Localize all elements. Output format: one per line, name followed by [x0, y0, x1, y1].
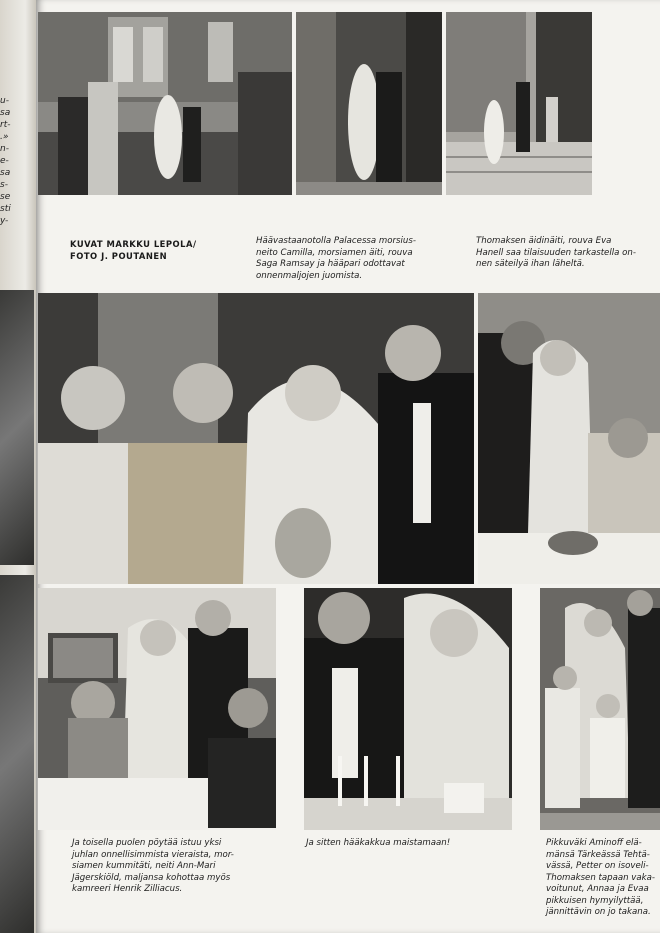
caption-line: voitunut, Annaa ja Evaa — [546, 884, 649, 894]
fragment-line: e- — [0, 156, 9, 166]
photo-children — [540, 588, 660, 830]
photo-cake-cutting — [304, 588, 512, 830]
photo-church-steps — [446, 12, 592, 195]
caption-line: mänsä Tärkeässä Tehtä- — [546, 849, 650, 860]
caption-line: Ja toisella puolen pöytää istuu yksi — [72, 838, 222, 848]
fragment-line: .» — [0, 132, 9, 142]
caption-grandmother — [476, 236, 636, 271]
caption-line: nen säteilyä ihan läheltä. — [476, 259, 585, 269]
caption-table-guests — [72, 838, 234, 896]
facing-page-photo — [0, 290, 34, 565]
caption-line: Jägerskiöld, maljansa kohottaa myös — [72, 872, 231, 883]
caption-line: Häävastaanotolla Palacessa morsius- — [256, 236, 416, 246]
fragment-line: se — [0, 192, 11, 202]
facing-page-text-fragment — [0, 95, 14, 227]
fragment-line: sa — [0, 108, 11, 118]
photo-reception-toast — [38, 293, 474, 584]
fragment-line: rt- — [0, 120, 11, 130]
caption-line: vässä, Petter on isoveli- — [546, 861, 649, 871]
fragment-line: u- — [0, 96, 9, 106]
credit-line: KUVAT MARKKU LEPOLA/ — [70, 239, 197, 249]
caption-line: Thomaksen tapaan vaka- — [546, 872, 656, 883]
caption-line: Thomaksen äidinäiti, rouva Eva — [476, 236, 612, 246]
caption-line: pikkuisen hymyilyttää, — [546, 895, 644, 906]
credit-line: FOTO J. POUTANEN — [70, 251, 168, 261]
facing-page-edge — [0, 0, 36, 933]
fragment-line: n- — [0, 144, 9, 154]
photo-grandmother-kiss — [478, 293, 660, 584]
photo-church-procession — [38, 12, 292, 195]
fragment-line: s- — [0, 180, 8, 190]
caption-line: neito Camilla, morsiamen äiti, rouva — [256, 247, 413, 258]
fragment-line: sti — [0, 204, 11, 214]
caption-line: jännittävin on jo takana. — [546, 907, 651, 917]
caption-reception — [256, 236, 416, 282]
caption-line: Pikkuväki Aminoff elä- — [546, 838, 642, 848]
caption-line: Saga Ramsay ja hääpari odottavat — [256, 259, 405, 269]
caption-line: Hanell saa tilaisuuden tarkastella on- — [476, 247, 636, 258]
caption-line: kamreeri Henrik Zilliacus. — [72, 884, 183, 894]
caption-cake — [306, 838, 450, 850]
caption-line: juhlan onnellisimmista vieraista, mor- — [72, 849, 234, 860]
caption-line: Ja sitten hääkakkua maistamaan! — [306, 838, 451, 848]
photo-table-guests — [38, 588, 276, 830]
fragment-line: sa — [0, 168, 11, 178]
caption-children — [546, 838, 655, 919]
caption-line: siamen kummitäti, neiti Ann-Mari — [72, 861, 216, 871]
facing-page-photo — [0, 575, 34, 933]
fragment-line: y- — [0, 216, 9, 226]
caption-line: onnenmaljojen juomista. — [256, 270, 363, 281]
photo-couple-doorway — [296, 12, 442, 195]
photo-credit — [70, 238, 197, 262]
magazine-page — [36, 0, 660, 933]
